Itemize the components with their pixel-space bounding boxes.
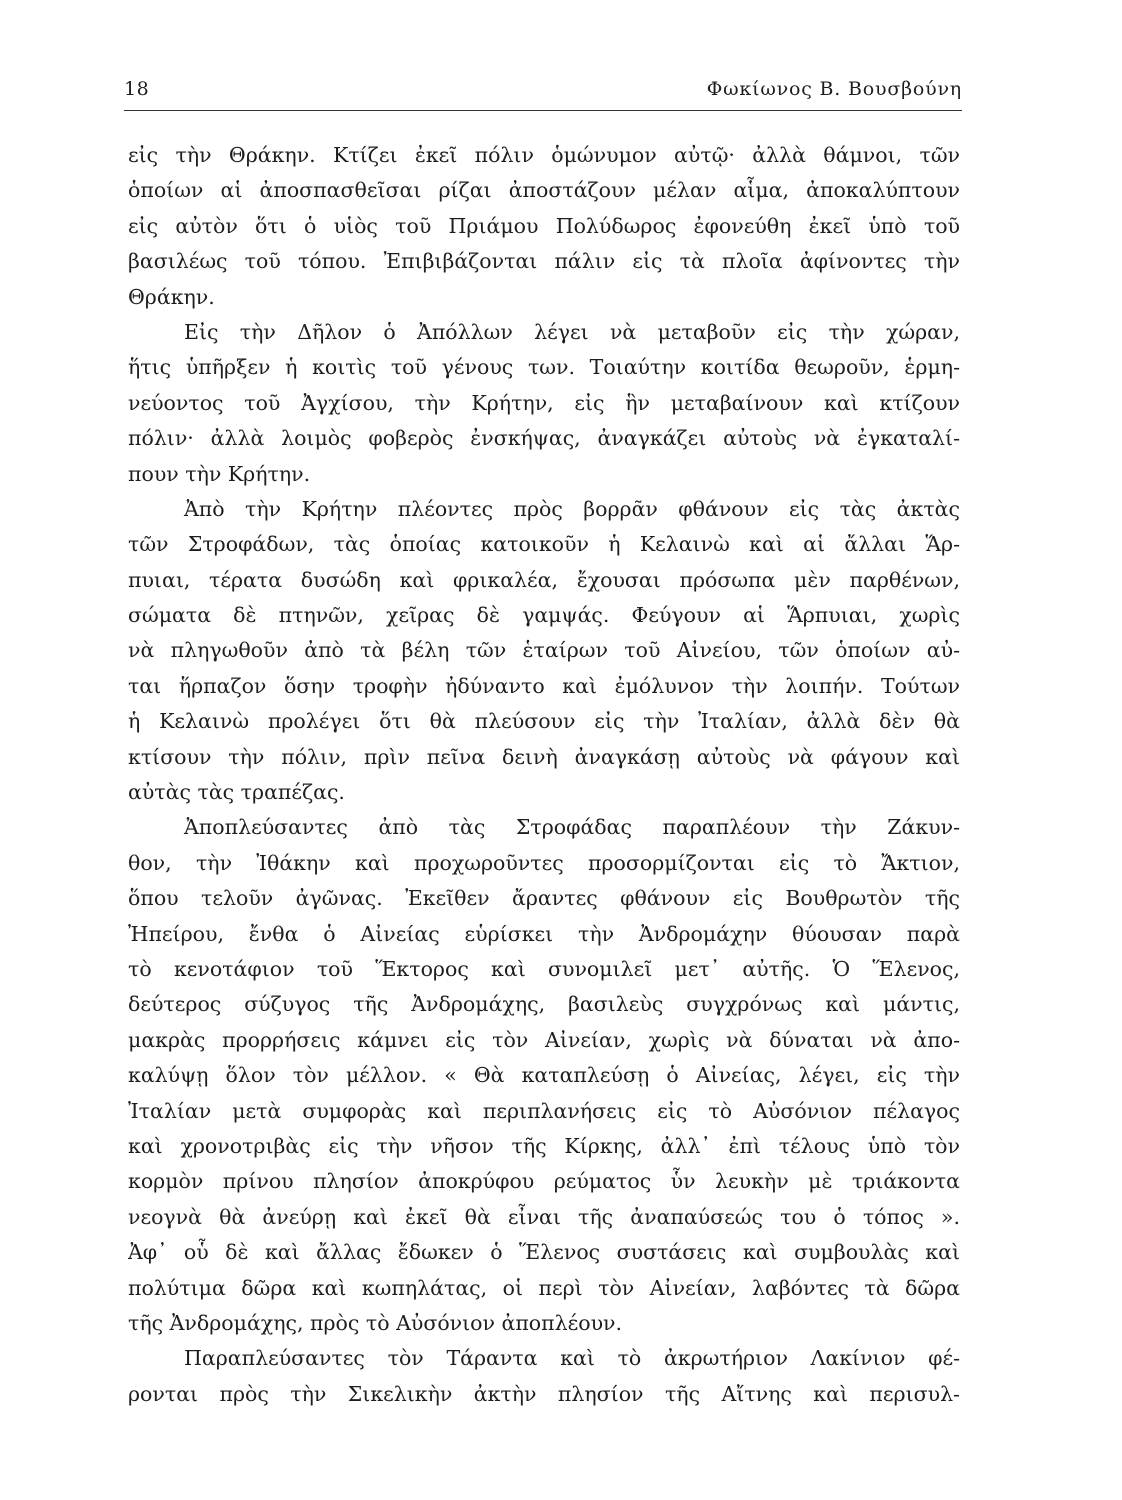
text-line: Παραπλεύσαντες τὸν Τάραντα καὶ τὸ ἀκρωτήριον Λακίνιον φέ- [184,1346,960,1371]
text-line: Ἰταλίαν μετὰ συμφορὰς καὶ περιπλανήσεις εἰς τὸ Αὐσόνιον πέλαγος [128,1098,960,1123]
text-line: αὐτὰς τὰς τραπέζας. [128,780,345,805]
text-line: δεύτερος σύζυγος τῆς Ἀνδρομάχης, βασιλεὺς συγχρόνως καὶ μάντις, [128,992,960,1017]
text-line: ται ἥρπαζον ὅσην τροφὴν ἠδύναντο καὶ ἐμόλυνον τὴν λοιπήν. Τούτων [128,673,960,698]
text-line: νὰ πληγωθοῦν ἀπὸ τὰ βέλη τῶν ἑταίρων τοῦ Αἰνείου, τῶν ὁποίων αὐ- [128,638,960,663]
text-line: πουν τὴν Κρήτην. [128,461,311,486]
text-line: Ἀφ᾽ οὗ δὲ καὶ ἄλλας ἔδωκεν ὁ Ἕλενος συστάσεις καὶ συμβουλὰς καὶ [128,1240,960,1265]
text-line: τῶν Στροφάδων, τὰς ὁποίας κατοικοῦν ἡ Κελαινὼ καὶ αἱ ἄλλαι Ἅρ- [128,532,960,557]
text-line: ὁποίων αἱ ἀποσπασθεῖσαι ρίζαι ἀποστάζουν μέλαν αἷμα, ἀποκαλύπτουν [128,178,960,203]
text-line: κτίσουν τὴν πόλιν, πρὶν πεῖνα δεινὴ ἀναγκάσῃ αὐτοὺς νὰ φάγουν καὶ [128,744,960,769]
page-number: 18 [124,78,150,100]
text-line: ἥτις ὑπῆρξεν ἡ κοιτὶς τοῦ γένους των. Τοιαύτην κοιτίδα θεωροῦν, ἑρμη- [128,355,960,380]
text-line: τῆς Ἀνδρομάχης, πρὸς τὸ Αὐσόνιον ἀποπλέουν. [128,1310,623,1335]
text-line: ἡ Κελαινὼ προλέγει ὅτι θὰ πλεύσουν εἰς τὴν Ἰταλίαν, ἀλλὰ δὲν θὰ [128,709,960,734]
body-text [128,138,960,1412]
page-header [124,70,962,111]
text-line: ρονται πρὸς τὴν Σικελικὴν ἀκτὴν πλησίον τῆς Αἴτνης καὶ περισυλ- [128,1381,960,1406]
text-line: Ἠπείρου, ἔνθα ὁ Αἰνείας εὑρίσκει τὴν Ἀνδρομάχην θύουσαν παρὰ [128,921,960,946]
text-line: εἰς τὴν Θράκην. Κτίζει ἐκεῖ πόλιν ὁμώνυμον αὐτῷ· ἀλλὰ θάμνοι, τῶν [128,143,960,167]
text-line: Θράκην. [128,284,215,309]
text-line: Ἀπὸ τὴν Κρήτην πλέοντες πρὸς βορρᾶν φθάνουν εἰς τὰς ἀκτὰς [184,496,960,521]
text-line: ὅπου τελοῦν ἀγῶνας. Ἐκεῖθεν ἄραντες φθάνουν εἰς Βουθρωτὸν τῆς [128,886,960,911]
text-line: Ἀποπλεύσαντες ἀπὸ τὰς Στροφάδας παραπλέουν τὴν Ζάκυν- [184,815,960,840]
text-line: καὶ χρονοτριβὰς εἰς τὴν νῆσον τῆς Κίρκης, ἀλλ᾽ ἐπὶ τέλους ὑπὸ τὸν [128,1133,960,1158]
text-line: μακρὰς προρρήσεις κάμνει εἰς τὸν Αἰνείαν, χωρὶς νὰ δύναται νὰ ἀπο- [128,1027,960,1052]
running-head: Φωκίωνος Β. Βουσβούνη [706,78,962,100]
text-line: Εἰς τὴν Δῆλον ὁ Ἀπόλλων λέγει νὰ μεταβοῦν εἰς τὴν χώραν, [184,319,960,344]
text-line: κορμὸν πρίνου πλησίον ἀποκρύφου ρεύματος ὗν λευκὴν μὲ τριάκοντα [128,1169,960,1194]
text-line: πολύτιμα δῶρα καὶ κωπηλάτας, οἱ περὶ τὸν Αἰνείαν, λαβόντες τὰ δῶρα [128,1275,960,1300]
text-line: πυιαι, τέρατα δυσώδη καὶ φρικαλέα, ἔχουσαι πρόσωπα μὲν παρθένων, [128,567,960,592]
text-line: πόλιν· ἀλλὰ λοιμὸς φοβερὸς ἐνσκήψας, ἀναγκάζει αὐτοὺς νὰ ἐγκαταλί- [128,426,960,451]
text-line: τὸ κενοτάφιον τοῦ Ἕκτορος καὶ συνομιλεῖ μετ᾽ αὐτῆς. Ὁ Ἕλενος, [128,956,960,981]
text-line: νεύοντος τοῦ Ἀγχίσου, τὴν Κρήτην, εἰς ἣν μεταβαίνουν καὶ κτίζουν [128,390,960,415]
text-line: καλύψῃ ὅλον τὸν μέλλον. « Θὰ καταπλεύσῃ ὁ Αἰνείας, λέγει, εἰς τὴν [128,1063,960,1088]
text-line: βασιλέως τοῦ τόπου. Ἐπιβιβάζονται πάλιν εἰς τὰ πλοῖα ἀφίνοντες τὴν [128,249,960,274]
text-line: σώματα δὲ πτηνῶν, χεῖρας δὲ γαμψάς. Φεύγουν αἱ Ἅρπυιαι, χωρὶς [128,603,960,628]
text-line: θον, τὴν Ἰθάκην καὶ προχωροῦντες προσορμίζονται εἰς τὸ Ἄκτιον, [128,850,960,875]
text-line: εἰς αὐτὸν ὅτι ὁ υἱὸς τοῦ Πριάμου Πολύδωρος ἐφονεύθη ἐκεῖ ὑπὸ τοῦ [128,213,960,238]
text-line: νεογνὰ θὰ ἀνεύρῃ καὶ ἐκεῖ θὰ εἶναι τῆς ἀναπαύσεώς του ὁ τόπος ». [128,1204,960,1229]
